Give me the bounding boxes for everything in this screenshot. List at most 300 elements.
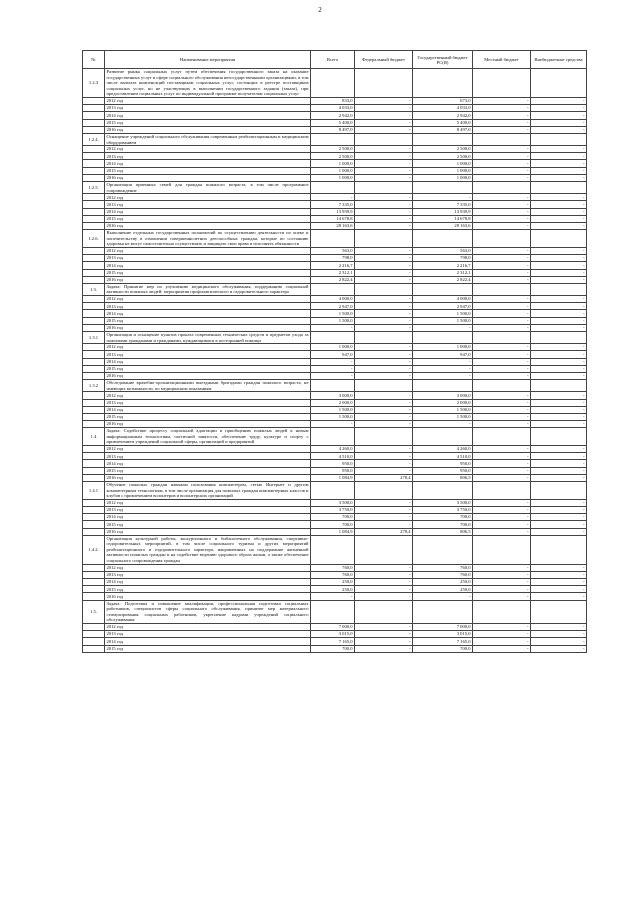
value-state: - — [413, 365, 473, 372]
value-state: 2 312,1 — [413, 269, 473, 276]
value-extra: - — [531, 399, 587, 406]
empty-cell — [83, 453, 105, 460]
empty-cell — [83, 571, 105, 578]
value-state: 1 500,0 — [413, 317, 473, 324]
table-row — [83, 317, 587, 324]
empty-cell — [413, 283, 473, 295]
empty-cell — [413, 230, 473, 248]
table-row — [83, 638, 587, 645]
table-row — [83, 255, 587, 262]
value-total: 1 500,0 — [311, 406, 355, 413]
table-row — [83, 303, 587, 310]
value-total: 1 000,0 — [311, 344, 355, 351]
value-federal: - — [355, 317, 413, 324]
value-local: - — [473, 97, 531, 104]
value-total: 700,0 — [311, 521, 355, 528]
value-extra: - — [531, 262, 587, 269]
empty-cell — [413, 380, 473, 392]
row-year: 2015 год — [105, 215, 311, 222]
empty-cell — [83, 255, 105, 262]
value-extra: - — [531, 119, 587, 126]
section-row — [83, 182, 587, 194]
value-state: 7 335,0 — [413, 201, 473, 208]
value-extra: - — [531, 453, 587, 460]
empty-cell — [311, 380, 355, 392]
value-state: 1 500,0 — [413, 413, 473, 420]
empty-cell — [83, 310, 105, 317]
value-extra: - — [531, 310, 587, 317]
empty-cell — [83, 296, 105, 303]
value-federal: - — [355, 222, 413, 229]
row-year: 2016 год — [105, 276, 311, 283]
empty-cell — [355, 69, 413, 98]
empty-cell — [531, 428, 587, 446]
value-extra: - — [531, 514, 587, 521]
empty-cell — [83, 579, 105, 586]
empty-cell — [473, 380, 531, 392]
empty-cell — [413, 332, 473, 344]
empty-cell — [531, 600, 587, 623]
value-state: 700,0 — [413, 645, 473, 652]
value-local: - — [473, 571, 531, 578]
row-year: 2014 год — [105, 160, 311, 167]
empty-cell — [531, 380, 587, 392]
value-total: 950,0 — [311, 467, 355, 474]
value-total: 833,0 — [311, 97, 355, 104]
section-code: 1.2.6. — [83, 230, 105, 248]
value-total: 250,0 — [311, 579, 355, 586]
empty-cell — [83, 105, 105, 112]
empty-cell — [83, 126, 105, 133]
row-year: 2013 год — [105, 631, 311, 638]
table-row — [83, 460, 587, 467]
value-extra: - — [531, 645, 587, 652]
value-local: - — [473, 499, 531, 506]
value-total: 2 312,1 — [311, 269, 355, 276]
value-total: 5 400,0 — [311, 119, 355, 126]
value-total: 950,0 — [311, 460, 355, 467]
empty-cell — [531, 481, 587, 499]
value-local: - — [473, 579, 531, 586]
row-year: 2016 год — [105, 324, 311, 331]
value-federal: - — [355, 413, 413, 420]
empty-cell — [83, 194, 105, 201]
empty-cell — [473, 428, 531, 446]
value-total: 7 165,0 — [311, 638, 355, 645]
value-total: 1 000,0 — [311, 160, 355, 167]
value-local: - — [473, 146, 531, 153]
value-total: 2 822,4 — [311, 276, 355, 283]
value-federal: - — [355, 262, 413, 269]
value-state: 950,0 — [413, 460, 473, 467]
value-total: 1 000,0 — [311, 167, 355, 174]
value-local: - — [473, 413, 531, 420]
value-federal: - — [355, 392, 413, 399]
row-year: 2014 год — [105, 262, 311, 269]
value-total: 4 000,0 — [311, 296, 355, 303]
empty-cell — [83, 645, 105, 652]
table-row — [83, 358, 587, 365]
value-federal: - — [355, 446, 413, 453]
table-row — [83, 167, 587, 174]
value-total: 760,0 — [311, 571, 355, 578]
value-state: 3 500,0 — [413, 499, 473, 506]
value-state: 806,5 — [413, 528, 473, 535]
row-year: 2013 год — [105, 255, 311, 262]
value-federal: - — [355, 324, 413, 331]
row-year: 2012 год — [105, 296, 311, 303]
value-local: - — [473, 460, 531, 467]
value-total: 7 000,0 — [311, 623, 355, 630]
header-total: Всего — [311, 51, 355, 69]
value-extra: - — [531, 276, 587, 283]
value-state: 7 165,0 — [413, 638, 473, 645]
value-extra: - — [531, 372, 587, 379]
value-federal: - — [355, 344, 413, 351]
value-federal: - — [355, 593, 413, 600]
section-code: 1.2.5. — [83, 182, 105, 194]
value-extra: - — [531, 528, 587, 535]
value-state: 8 497,0 — [413, 126, 473, 133]
empty-cell — [413, 428, 473, 446]
empty-cell — [83, 638, 105, 645]
empty-cell — [83, 446, 105, 453]
value-federal: - — [355, 208, 413, 215]
row-year: 2014 год — [105, 208, 311, 215]
section-name: Организация культурной работы, экскурсионного и библиотечного обслуживания, спортивно-оздоровительных мероприятий, в том числе социального туризма и других мероприятий реабилитационного и оздоровительного характера, направленных на поддержание жизненной активности пожилых граждан и на содействие ведению здорового образа жизни, а также обеспечение социального сопровождения граждан — [106, 535, 309, 564]
value-state: 5 400,0 — [413, 119, 473, 126]
value-local: - — [473, 453, 531, 460]
section-code: 1.4 — [83, 428, 105, 446]
value-local: - — [473, 222, 531, 229]
row-year: 2012 год — [105, 146, 311, 153]
table-row — [83, 446, 587, 453]
value-federal: - — [355, 296, 413, 303]
empty-cell — [83, 222, 105, 229]
empty-cell — [355, 133, 413, 145]
empty-cell — [311, 481, 355, 499]
value-extra: - — [531, 247, 587, 254]
value-state: 28 163,6 — [413, 222, 473, 229]
row-year: 2014 год — [105, 112, 311, 119]
value-extra: - — [531, 201, 587, 208]
empty-cell — [355, 283, 413, 295]
empty-cell — [83, 474, 105, 481]
value-extra: - — [531, 506, 587, 513]
value-state: 760,0 — [413, 564, 473, 571]
section-row — [83, 428, 587, 446]
value-total: 2 942,0 — [311, 112, 355, 119]
table-body — [83, 69, 587, 653]
empty-cell — [531, 535, 587, 564]
value-total: 700,0 — [311, 645, 355, 652]
section-code: 1.4.1 — [83, 481, 105, 499]
value-local: - — [473, 372, 531, 379]
value-total: 28 163,6 — [311, 222, 355, 229]
value-local: - — [473, 344, 531, 351]
value-state: 4 033,0 — [413, 105, 473, 112]
section-row — [83, 600, 587, 623]
row-year: 2013 год — [105, 303, 311, 310]
row-year: 2013 год — [105, 453, 311, 460]
row-year: 2012 год — [105, 97, 311, 104]
row-year: 2013 год — [105, 506, 311, 513]
value-federal: - — [355, 406, 413, 413]
value-extra: - — [531, 126, 587, 133]
value-local: - — [473, 126, 531, 133]
value-federal: - — [355, 167, 413, 174]
empty-cell — [83, 467, 105, 474]
empty-cell — [531, 283, 587, 295]
value-federal: - — [355, 499, 413, 506]
empty-cell — [83, 460, 105, 467]
value-state: 2 822,4 — [413, 276, 473, 283]
table-header-row — [83, 51, 587, 69]
value-total: 1 084,9 — [311, 474, 355, 481]
value-extra: - — [531, 579, 587, 586]
empty-cell — [473, 69, 531, 98]
row-year: 2015 год — [105, 365, 311, 372]
table-row — [83, 208, 587, 215]
table-row — [83, 406, 587, 413]
row-year: 2013 год — [105, 571, 311, 578]
row-year: 2012 год — [105, 499, 311, 506]
empty-cell — [473, 332, 531, 344]
value-federal: - — [355, 215, 413, 222]
value-total: - — [311, 372, 355, 379]
value-extra: - — [531, 413, 587, 420]
value-total: 2 216,7 — [311, 262, 355, 269]
value-federal: - — [355, 564, 413, 571]
table-row — [83, 506, 587, 513]
value-local: - — [473, 467, 531, 474]
value-total: - — [311, 421, 355, 428]
value-state: - — [413, 421, 473, 428]
value-local: - — [473, 262, 531, 269]
value-state: 563,0 — [413, 247, 473, 254]
row-year: 2015 год — [105, 586, 311, 593]
empty-cell — [83, 399, 105, 406]
empty-cell — [473, 230, 531, 248]
empty-cell — [355, 380, 413, 392]
row-year: 2014 год — [105, 310, 311, 317]
value-federal: - — [355, 310, 413, 317]
value-state: 1 000,0 — [413, 167, 473, 174]
empty-cell — [83, 167, 105, 174]
row-year: 2015 год — [105, 467, 311, 474]
value-state: 806,5 — [413, 474, 473, 481]
table-row — [83, 215, 587, 222]
section-name: Задача: Подготовка и повышение квалификации, профессиональная подготовка социальных работников, специалистов сферы социального обслуживания, принятие мер материального стимулирования социальных работников, укрепление кадрами учреждений социального обслуживания — [106, 600, 309, 623]
value-state: - — [413, 194, 473, 201]
section-name: Выполнение отдельных государственных полномочий по осуществлению деятельности по опеке и попечительству в отношении совершеннолетних дееспособных граждан, которые по состоянию здоровья не могут самостоятельно осуществлять и защищать свои права и исполнять обязанности — [106, 230, 309, 247]
value-state: 7 000,0 — [413, 623, 473, 630]
empty-cell — [413, 133, 473, 145]
value-total: 2 000,0 — [311, 399, 355, 406]
value-federal: - — [355, 638, 413, 645]
value-state: 673,0 — [413, 97, 473, 104]
table-row — [83, 631, 587, 638]
table-row — [83, 392, 587, 399]
section-row — [83, 535, 587, 564]
value-state: 2 216,7 — [413, 262, 473, 269]
header-state: Государственный бюджет РС(Я) — [413, 51, 473, 69]
value-state: - — [413, 593, 473, 600]
section-row — [83, 230, 587, 248]
table-row — [83, 372, 587, 379]
empty-cell — [83, 208, 105, 215]
value-state: 1 000,0 — [413, 344, 473, 351]
section-code: 1.2.4. — [83, 133, 105, 145]
value-federal: - — [355, 467, 413, 474]
empty-cell — [311, 428, 355, 446]
table-row — [83, 593, 587, 600]
page-number: 2 — [318, 6, 322, 14]
empty-cell — [83, 201, 105, 208]
value-total: 3 000,0 — [311, 392, 355, 399]
value-local: - — [473, 365, 531, 372]
empty-cell — [311, 69, 355, 98]
row-year: 2016 год — [105, 528, 311, 535]
empty-cell — [311, 332, 355, 344]
value-local: - — [473, 324, 531, 331]
empty-cell — [83, 160, 105, 167]
value-local: - — [473, 593, 531, 600]
header-local: Местный бюджет — [473, 51, 531, 69]
row-year: 2014 год — [105, 358, 311, 365]
value-extra: - — [531, 174, 587, 181]
value-local: - — [473, 406, 531, 413]
section-code: 1.3.1 — [83, 332, 105, 344]
value-local: - — [473, 514, 531, 521]
table-row — [83, 247, 587, 254]
value-total: 3 500,0 — [311, 499, 355, 506]
table-row — [83, 174, 587, 181]
row-year: 2012 год — [105, 194, 311, 201]
table-row — [83, 499, 587, 506]
empty-cell — [83, 586, 105, 593]
value-extra: - — [531, 105, 587, 112]
empty-cell — [413, 600, 473, 623]
empty-cell — [473, 535, 531, 564]
row-year: 2012 год — [105, 623, 311, 630]
value-total: - — [311, 324, 355, 331]
row-year: 2014 год — [105, 638, 311, 645]
empty-cell — [83, 413, 105, 420]
value-federal: - — [355, 645, 413, 652]
empty-cell — [311, 600, 355, 623]
value-total: 8 497,0 — [311, 126, 355, 133]
empty-cell — [83, 153, 105, 160]
value-extra: - — [531, 467, 587, 474]
value-total: - — [311, 358, 355, 365]
row-year: 2015 год — [105, 167, 311, 174]
empty-cell — [83, 564, 105, 571]
value-extra: - — [531, 460, 587, 467]
section-code: 1.4.2. — [83, 535, 105, 564]
value-extra: - — [531, 317, 587, 324]
value-extra: - — [531, 160, 587, 167]
value-extra: - — [531, 365, 587, 372]
value-federal: 278,4 — [355, 528, 413, 535]
empty-cell — [531, 230, 587, 248]
empty-cell — [355, 230, 413, 248]
empty-cell — [355, 182, 413, 194]
section-code: 1.3.2 — [83, 380, 105, 392]
empty-cell — [355, 481, 413, 499]
value-federal: - — [355, 201, 413, 208]
empty-cell — [83, 499, 105, 506]
value-extra: - — [531, 296, 587, 303]
table-row — [83, 126, 587, 133]
empty-cell — [311, 230, 355, 248]
section-row — [83, 283, 587, 295]
value-extra: - — [531, 593, 587, 600]
section-name: Оснащение учреждений социального обслуживания современным реабилитационным и медицинским оборудованием — [106, 133, 309, 145]
value-local: - — [473, 392, 531, 399]
value-local: - — [473, 112, 531, 119]
value-extra: - — [531, 571, 587, 578]
empty-cell — [83, 276, 105, 283]
value-federal: - — [355, 247, 413, 254]
section-row — [83, 133, 587, 145]
empty-cell — [83, 528, 105, 535]
table-row — [83, 269, 587, 276]
section-row — [83, 481, 587, 499]
value-federal: - — [355, 521, 413, 528]
value-state: 4 000,0 — [413, 296, 473, 303]
table-row — [83, 119, 587, 126]
value-state: - — [413, 324, 473, 331]
value-state: 2 942,0 — [413, 112, 473, 119]
table-row — [83, 645, 587, 652]
value-local: - — [473, 446, 531, 453]
value-state: 2 500,0 — [413, 153, 473, 160]
value-extra: - — [531, 421, 587, 428]
section-name: Развитие рынка социальных услуг путем обеспечения государственного заказа на оказание государственных услуг в сфере социального обслуживания негосударственными организациями, в том числе выплата компенсаций поставщикам социальных услуг, состоящих в реестре поставщиков социальных услуг, но не участвующих в выполнении государственного задания (заказа), при предоставлении социальных услуг по индивидуальной программе получателям социальных услуг — [106, 69, 309, 97]
value-state: 2 000,0 — [413, 399, 473, 406]
value-federal: 278,4 — [355, 474, 413, 481]
table-row — [83, 194, 587, 201]
empty-cell — [83, 421, 105, 428]
table-row — [83, 262, 587, 269]
value-total: 3 015,0 — [311, 631, 355, 638]
value-extra: - — [531, 392, 587, 399]
row-year: 2015 год — [105, 269, 311, 276]
empty-cell — [83, 303, 105, 310]
row-year: 2015 год — [105, 413, 311, 420]
empty-cell — [311, 535, 355, 564]
value-local: - — [473, 153, 531, 160]
table-row — [83, 571, 587, 578]
value-federal: - — [355, 194, 413, 201]
value-state: 700,0 — [413, 521, 473, 528]
value-federal: - — [355, 146, 413, 153]
value-state: 3 750,0 — [413, 506, 473, 513]
empty-cell — [473, 283, 531, 295]
section-code: 1.5. — [83, 600, 105, 623]
table-row — [83, 579, 587, 586]
value-state: 14 678,8 — [413, 215, 473, 222]
empty-cell — [311, 283, 355, 295]
empty-cell — [83, 344, 105, 351]
value-federal: - — [355, 303, 413, 310]
value-total: 947,0 — [311, 351, 355, 358]
value-federal: - — [355, 579, 413, 586]
table-row — [83, 351, 587, 358]
row-year: 2016 год — [105, 174, 311, 181]
table-row — [83, 421, 587, 428]
